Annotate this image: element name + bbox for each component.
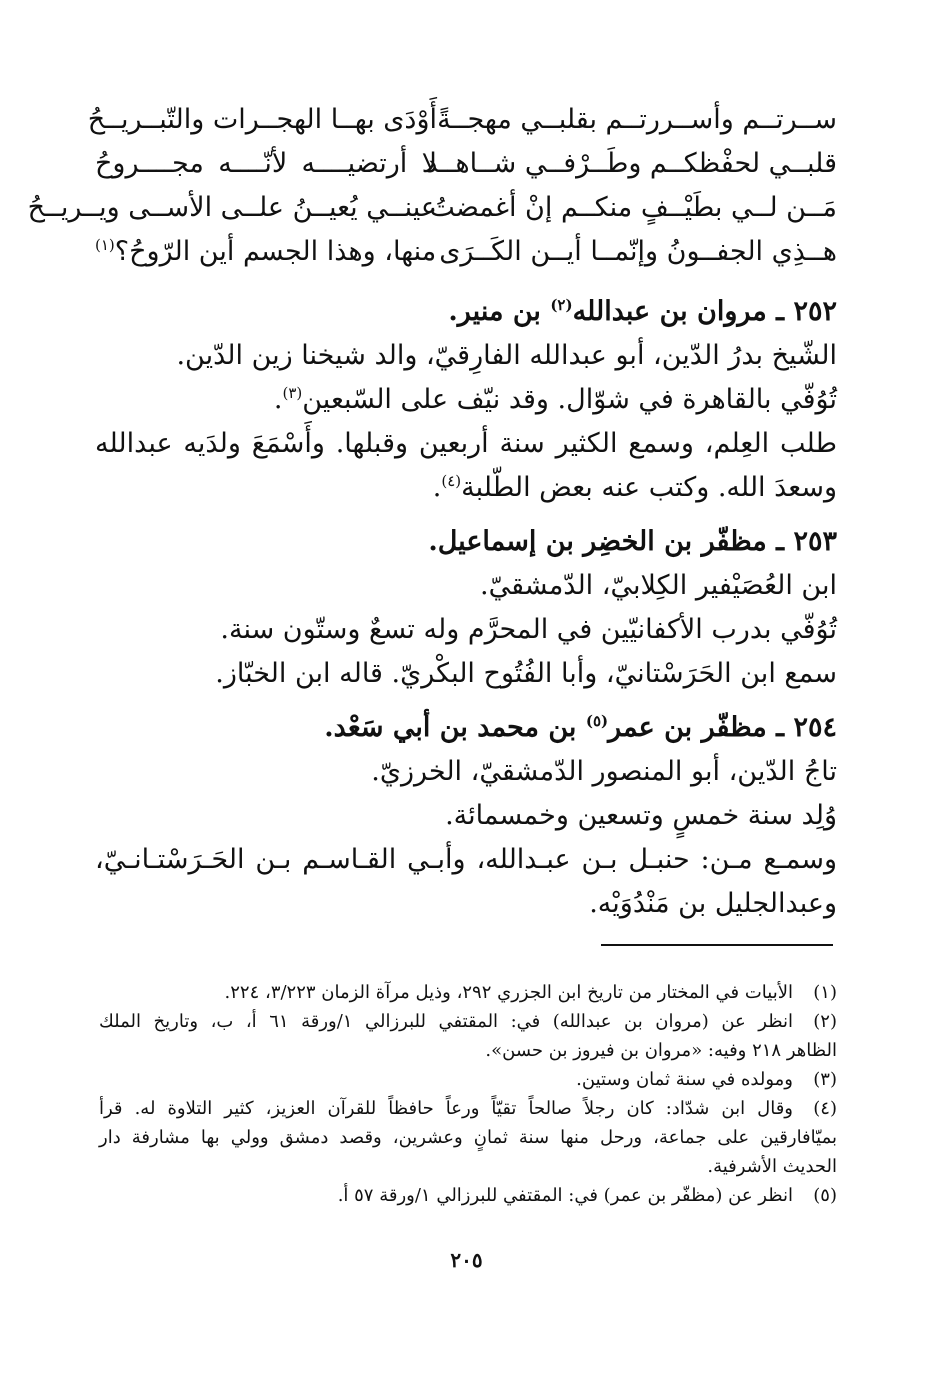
footnote-body <box>99 1094 837 1181</box>
footnote-body <box>99 978 793 1007</box>
entry-heading <box>95 290 837 334</box>
footnote-body <box>99 1181 793 1210</box>
verse-second-hemistich <box>95 230 437 274</box>
entry-text-line <box>95 466 837 510</box>
footnote-number: (٢) <box>813 1011 837 1032</box>
verse-first-hemistich: هــذِي الجفــونُ وإنّمــا أيــن الكَــرَى <box>439 236 837 267</box>
entry-heading-name: ٢٥٤ ـ مظفّر بن عمر <box>608 712 837 743</box>
verse-first-hemistich: ســرتــم وأســررتــم بقلبــي مهجــةً <box>437 104 837 135</box>
footnote-marker: (٣) <box>282 384 303 402</box>
footnote <box>99 1007 837 1065</box>
entry-text-line: تاجُ الدّين، أبو المنصور الدّمشقيّ، الخرزيّ. <box>371 756 837 787</box>
footnote-line: ومولده في سنة ثمان وستين. <box>576 1069 793 1090</box>
entry-text-line: ابن العُصَيْفير الكِلابيّ، الدّمشقيّ. <box>479 570 837 601</box>
footnote-line: بميّافارقين على جماعة، ورحل منها سنة ثمانٍ وعشرين، وقصد دمشق وولي بها مشارفة دار <box>99 1127 837 1148</box>
entry-text-line: تُوُفّي بدرب الأكفانيّين في المحرَّم وله تسعٌ وستّون سنة. <box>220 614 837 645</box>
footnote-line: الحديث الأشرفية. <box>707 1156 837 1177</box>
footnote-separator <box>601 944 833 946</box>
entry-heading <box>95 706 837 750</box>
footnote-line: الأبيات في المختار من تاريخ ابن الجزري ٢٩٢، وذيل مرآة الزمان ٣/٢٢٣، ٢٢٤. <box>224 982 793 1003</box>
footnote-line: انظر عن (مظفّر بن عمر) في: المقتفي للبرزالي ١/ورقة ٥٧ أ. <box>337 1185 793 1206</box>
footnote-marker: (٤) <box>441 472 462 490</box>
footnote-number: (١) <box>813 982 837 1003</box>
verse-first-hemistich: مَــن لــي بطَيْــفٍ منكــم إنْ أغمضتُ <box>429 192 837 223</box>
entry-heading: ٢٥٣ ـ مظفّر بن الخضِر بن إسماعيل. <box>428 526 837 557</box>
poem-verse <box>95 142 837 186</box>
footnote-line: وقال ابن شدّاد: كان رجلاً صالحاً تقيّاً ورعاً حافظاً للقرآن العزيز، كثير التلاوة له. قرأ <box>99 1098 793 1119</box>
footnote-body <box>99 1007 837 1065</box>
verse-text: منها، وهذا الجسم أين الرّوحُ؟ <box>114 236 437 267</box>
entry-gap <box>95 510 837 520</box>
footnote-marker: (٢) <box>550 296 573 314</box>
entry-text-line: الشّيخ بدرُ الدّين، أبو عبدالله الفارِقيّ، والد شيخنا زين الدّين. <box>176 340 837 371</box>
entry-text-line: وُلِد سنة خمسٍ وتسعين وخمسمائة. <box>445 800 837 831</box>
biography-entries <box>95 290 837 926</box>
footnote-number: (٤) <box>813 1098 837 1119</box>
footnote-line: انظر عن (مروان بن عبدالله) في: المقتفي للبرزالي ١/ورقة ٦١ أ، ب، وتاريخ الملك <box>99 1011 793 1032</box>
line-tail: . <box>432 472 442 503</box>
line-text: تُوُفّي بالقاهرة في شوّال. وقد نيّف على السّبعين <box>302 384 837 415</box>
verse-second-hemistich: عينــي يُعيــنُ علــى الأســى ويــريــحُ <box>27 192 437 223</box>
footnote-body <box>99 1065 793 1094</box>
entry-heading-rest: بن منير. <box>448 296 551 327</box>
poem-verse <box>95 230 837 274</box>
footnote <box>99 1065 837 1094</box>
verse-second-hemistich: لا أرتضيــــه لأنّــــه مجــــروحُ <box>95 148 437 179</box>
entry-text-line: وسمـع مـن: حنبـل بـن عبـدالله، وأبـي القـاسـم بـن الحَـرَسْتـانـيّ، <box>95 844 837 875</box>
footnote-marker: (٥) <box>585 712 609 730</box>
entry-text-line <box>95 378 837 422</box>
line-tail: . <box>273 384 283 415</box>
entry-gap <box>95 696 837 706</box>
entry-heading-name: ٢٥٢ ـ مروان بن عبدالله <box>572 296 837 327</box>
footnote <box>99 1094 837 1181</box>
poem-verse <box>27 186 837 230</box>
entry-heading-rest: بن محمد بن أبي سَعْد. <box>324 712 586 743</box>
entry-text-line: وعبدالجليل بن مَنْدُوَيْه. <box>589 888 837 919</box>
entry-text-line: سمع ابن الحَرَسْتانيّ، وأبا الفُتُوح البكْريّ. قاله ابن الخبّاز. <box>215 658 837 689</box>
footnotes <box>99 978 837 1210</box>
verse-second-hemistich: أَوْدَى بهــا الهجــرات والتّبــريــحُ <box>87 104 437 135</box>
poem-block <box>27 98 837 274</box>
footnote-line: الظاهر ٢١٨ وفيه: «مروان بن فيروز بن حسن». <box>485 1040 837 1061</box>
poem-verse <box>87 98 837 142</box>
footnote-number: (٣) <box>813 1069 837 1090</box>
footnote-marker: (١) <box>95 236 115 254</box>
line-text: وسعدَ الله. وكتب عنه بعض الطّلبة <box>461 472 837 503</box>
verse-first-hemistich: قلبــي لحفْظكــم وطَــرْفــي شــاهــد <box>425 148 837 179</box>
footnote-number: (٥) <box>813 1185 837 1206</box>
page-number: ٢٠٥ <box>450 1248 483 1272</box>
footnote <box>99 1181 837 1210</box>
footnote <box>99 978 837 1007</box>
entry-text-line: طلب العِلم، وسمع الكثير سنة أربعين وقبلها. وأَسْمَعَ ولدَيه عبدالله <box>95 428 837 459</box>
